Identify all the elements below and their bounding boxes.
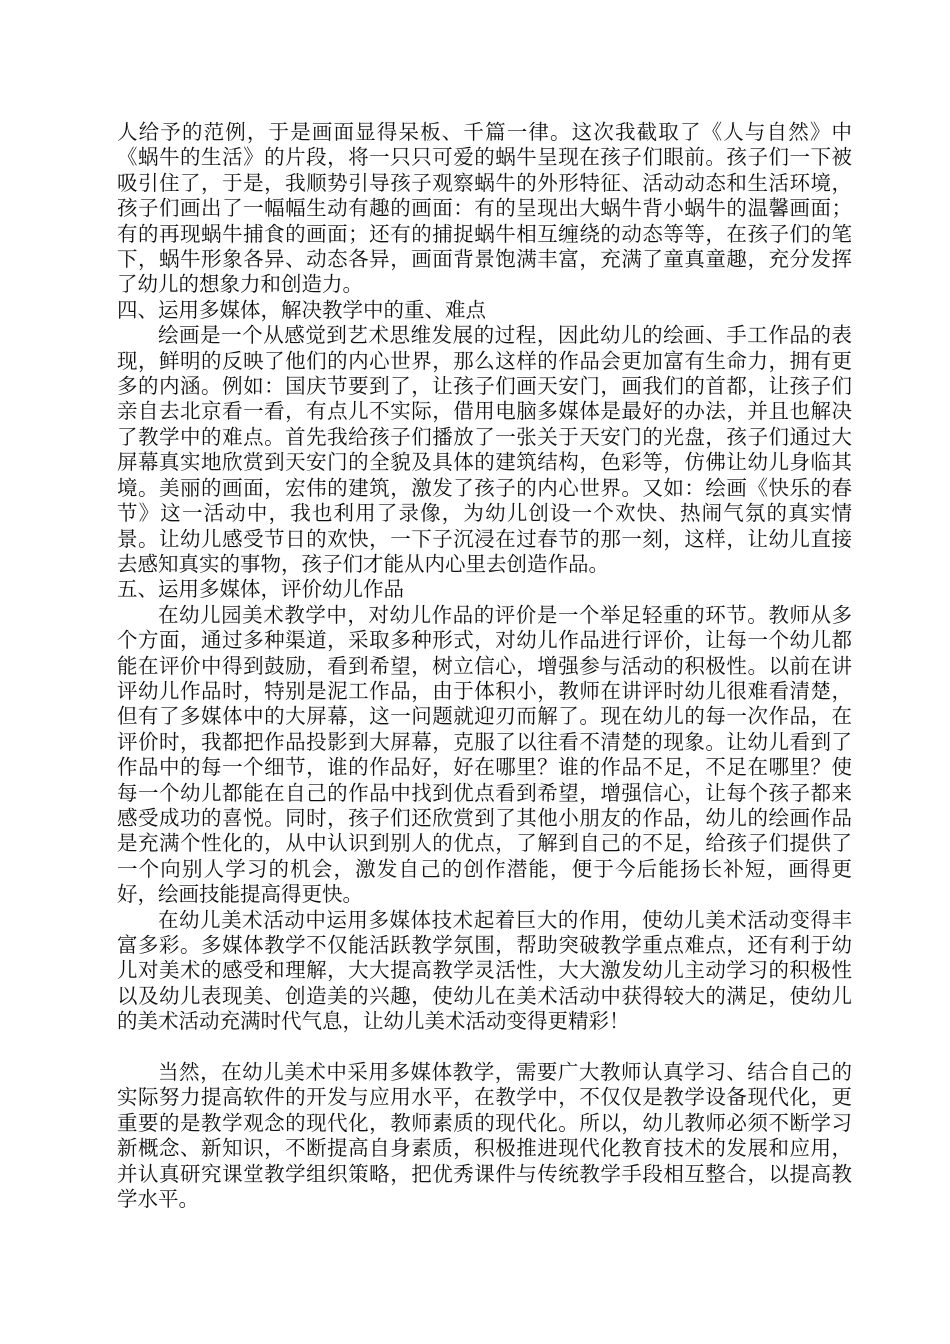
paragraph-conclusion: 当然，在幼儿美术中采用多媒体教学，需要广大教师认真学习、结合自己的实际努力提高软件的开发与应用水平，在教学中，不仅仅是教学设备现代化，更重要的是教学观念的现代化，教师素质的现代化。所以，幼儿教师必须不断学习新概念、新知识，不断提高自身素质，积极推进现代化教育技术的发展和应用，并认真研究课堂教学组织策略，把优秀课件与传统教学手段相互整合，以提高教学水平。 xyxy=(117,1060,852,1212)
document-page xyxy=(117,120,852,1212)
section-heading-5: 五、运用多媒体，评价幼儿作品 xyxy=(117,577,404,602)
paragraph-section-4-body: 绘画是一个从感觉到艺术思维发展的过程，因此幼儿的绘画、手工作品的表现，鲜明的反映了他们的内心世界，那么这样的作品会更加富有生命力，拥有更多的内涵。例如：国庆节要到了，让孩子们画天安门，画我们的首都，让孩子们亲自去北京看一看，有点儿不实际，借用电脑多媒体是最好的办法，并且也解决了教学中的难点。首先我给孩子们播放了一张关于天安门的光盘，孩子们通过大屏幕真实地欣赏到天安门的全貌及具体的建筑结构，色彩等，仿佛让幼儿身临其境。美丽的画面，宏伟的建筑，激发了孩子的内心世界。又如：绘画《快乐的春节》这一活动中，我也利用了录像，为幼儿创设一个欢快、热闹气氛的真实情景。让幼儿感受节日的欢快，一下子沉浸在过春节的那一刻，这样，让幼儿直接去感知真实的事物，孩子们才能从内心里去创造作品。 xyxy=(117,323,852,576)
paragraph-continuation: 人给予的范例，于是画面显得呆板、千篇一律。这次我截取了《人与自然》中《蜗牛的生活》的片段，将一只只可爱的蜗牛呈现在孩子们眼前。孩子们一下被吸引住了，于是，我顺势引导孩子观察蜗牛的外形特征、活动动态和生活环境，孩子们画出了一幅幅生动有趣的画面：有的呈现出大蜗牛背小蜗牛的温馨画面；有的再现蜗牛捕食的画面；还有的捕捉蜗牛相互缠绕的动态等等，在孩子们的笔下，蜗牛形象各异、动态各异，画面背景饱满丰富，充满了童真童趣，充分发挥了幼儿的想象力和创造力。 xyxy=(117,120,852,297)
section-heading-4: 四、运用多媒体，解决教学中的重、难点 xyxy=(117,297,486,322)
paragraph-summary: 在幼儿美术活动中运用多媒体技术起着巨大的作用，使幼儿美术活动变得丰富多彩。多媒体教学不仅能活跃教学氛围，帮助突破教学重点难点，还有利于幼儿对美术的感受和理解，大大提高教学灵活性，大大激发幼儿主动学习的积极性以及幼儿表现美、创造美的兴趣，使幼儿在美术活动中获得较大的满足，使幼儿的美术活动充满时代气息，让幼儿美术活动变得更精彩！ xyxy=(117,907,852,1034)
paragraph-section-5-body: 在幼儿园美术教学中，对幼儿作品的评价是一个举足轻重的环节。教师从多个方面，通过多种渠道，采取多种形式，对幼儿作品进行评价，让每一个幼儿都能在评价中得到鼓励，看到希望，树立信心，增强参与活动的积极性。以前在讲评幼儿作品时，特别是泥工作品，由于体积小，教师在讲评时幼儿很难看清楚，但有了多媒体中的大屏幕，这一问题就迎刃而解了。现在幼儿的每一次作品，在评价时，我都把作品投影到大屏幕，克服了以往看不清楚的现象。让幼儿看到了作品中的每一个细节，谁的作品好，好在哪里？谁的作品不足，不足在哪里？使每一个幼儿都能在自己的作品中找到优点看到希望，增强信心，让每个孩子都来感受成功的喜悦。同时，孩子们还欣赏到了其他小朋友的作品，幼儿的绘画作品是充满个性化的，从中认识到别人的优点，了解到自己的不足，给孩子们提供了一个向别人学习的机会，激发自己的创作潜能，便于今后能扬长补短，画得更好，绘画技能提高得更快。 xyxy=(117,602,852,907)
blank-line xyxy=(117,1035,852,1060)
